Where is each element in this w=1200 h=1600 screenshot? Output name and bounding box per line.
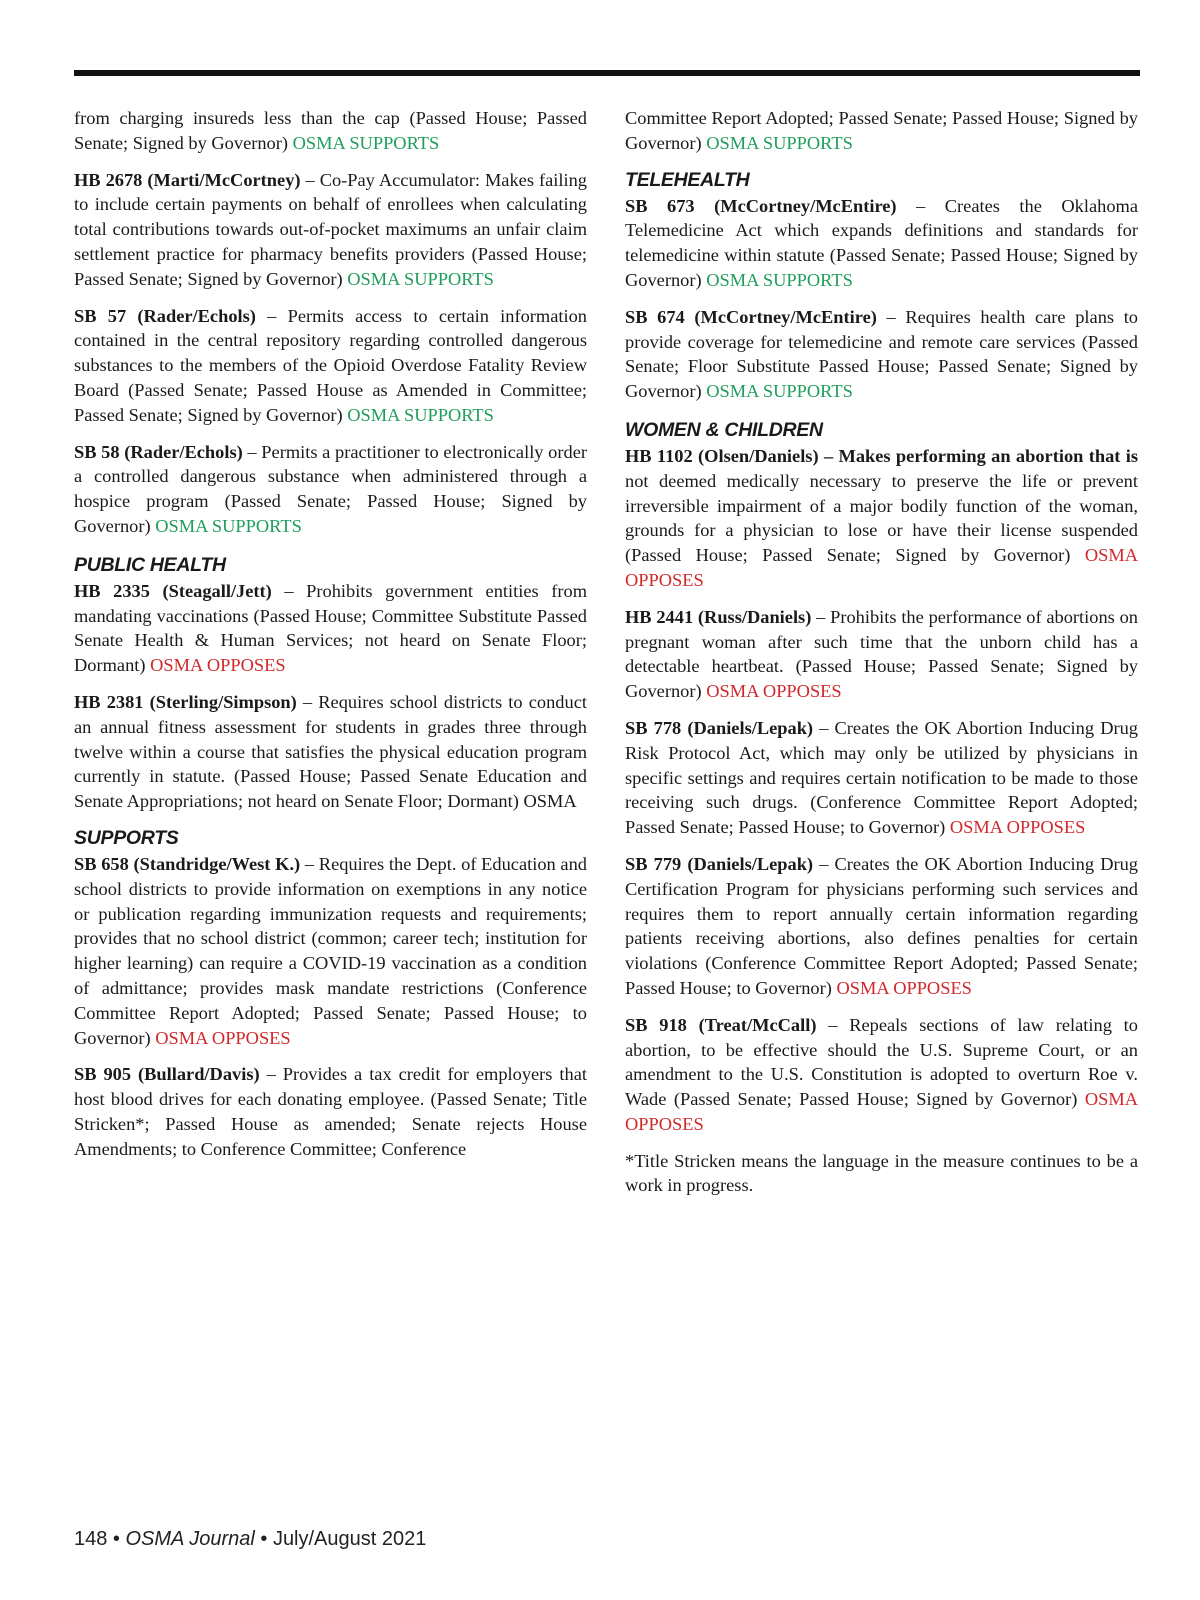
page-footer [74, 1528, 426, 1551]
bill-entry [625, 305, 1138, 404]
bill-description: – Permits a practitioner to electronically order a controlled dangerous substance when administered through a hospice program (Passed Senate; Passed House; Signed by Governor) [74, 441, 587, 536]
bill-description: – Provides a tax credit for employers that host blood drives for each donating employee. (Passed Senate; Title Stricken*; Passed House as amended; Senate rejects House Amendments; to Conference Committee; Conference [74, 1064, 587, 1159]
osma-opposes-label: OSMA OPPOSES [836, 977, 972, 998]
bill-entry [625, 194, 1138, 293]
section-heading: PUBLIC HEALTH [74, 553, 226, 576]
section-heading: TELEHEALTH [625, 168, 750, 191]
section-heading: SUPPORTS [74, 826, 179, 849]
bill-entry [74, 106, 587, 156]
journal-name: OSMA Journal [125, 1528, 255, 1550]
bill-description: Committee Report Adopted; Passed Senate; Passed House; Signed by Governor) [625, 108, 1138, 153]
osma-opposes-label: OSMA OPPOSES [706, 681, 842, 702]
bill-title: SB 57 (Rader/Echols) [74, 305, 256, 326]
bill-title: SB 673 (McCortney/McEntire) [625, 195, 897, 216]
bill-entry [74, 579, 587, 678]
bill-title: SB 778 (Daniels/Lepak) [625, 717, 814, 738]
osma-supports-label: OSMA SUPPORTS [706, 381, 853, 402]
bill-entry [625, 605, 1138, 704]
osma-supports-label: OSMA SUPPORTS [155, 515, 302, 536]
bill-description: – Permits access to certain information contained in the central repository regarding controlled dangerous substances to the members of the Opioid Overdose Fatality Review Board (Passed Senate; Passed House as Amended in Committee; Passed Senate; Signed by Governor) [74, 305, 587, 425]
osma-supports-label: OSMA SUPPORTS [706, 269, 853, 290]
bill-entry [74, 852, 587, 1050]
bill-description: not deemed medically necessary to preserve the life or prevent irreversible impairment of a major bodily function of the woman, grounds for a physician to lose or have their license suspended (Passed House; Passed Senate; Signed by Governor) [625, 470, 1138, 566]
bill-title: SB 58 (Rader/Echols) [74, 441, 243, 462]
osma-opposes-label: OSMA OPPOSES [625, 545, 1138, 590]
bill-description: – Requires school districts to conduct an annual fitness assessment for students in grades three through twelve within a course that satisfies the physical education program currently in statute. (Passed House; Passed Senate Education and Senate Appropriations; not heard on Senate Floor; Dormant) OSMA [74, 691, 587, 812]
footer-bullet: • [254, 1528, 273, 1550]
osma-supports-label: OSMA SUPPORTS [292, 132, 440, 153]
left-column [74, 106, 587, 1173]
bill-entry [625, 444, 1138, 593]
bill-title: SB 674 (McCortney/McEntire) [625, 306, 877, 327]
issue-date: July/August 2021 [272, 1528, 427, 1550]
bill-description: – Co-Pay Accumulator: Makes failing to include certain payments on behalf of enrollees when calculating total contributions towards out-of-pocket maximums an unfair claim settlement practice for pharmacy benefits providers (Passed House; Passed Senate; Signed by Governor) [74, 169, 587, 289]
bill-title: HB 1102 (Olsen/Daniels) – Makes performing an abortion that is [625, 445, 1138, 466]
bill-entry [74, 168, 587, 292]
bill-entry [74, 690, 587, 814]
bill-title: SB 779 (Daniels/Lepak) [625, 853, 814, 874]
osma-supports-label: OSMA SUPPORTS [706, 132, 853, 153]
bill-description: – Requires health care plans to provide coverage for telemedicine and remote care services (Passed Senate; Floor Substitute Passed House; Passed Senate; Signed by Governor) [625, 306, 1139, 402]
bill-entry [625, 852, 1138, 1001]
bill-entry [74, 304, 587, 428]
bill-description: – Repeals sections of law relating to abortion, to be effective should the U.S. Supreme Court, or an amendment to the U.S. Constitution is adopted to overturn Roe v. Wade (Passed Senate; Passed House; Signed by Governor) [625, 1014, 1138, 1110]
bill-description: – Creates the OK Abortion Inducing Drug Risk Protocol Act, which may only be utilized by physicians in specific settings and requires certain notification to be made to those receiving such drugs. (Conference Committee Report Adopted; Passed Senate; Passed House; to Governor) [625, 717, 1138, 838]
page-number: 148 [74, 1528, 108, 1550]
bill-title: HB 2381 (Sterling/Simpson) [74, 691, 297, 712]
bill-entry [74, 1062, 587, 1161]
bill-description: – Creates the OK Abortion Inducing Drug Certification Program for physicians performing such services and requires them to report annually certain information regarding patients receiving abortions, also defines penalties for certain violations (Conference Committee Report Adopted; Passed Senate; Passed House; to Governor) [625, 853, 1138, 998]
osma-opposes-label: OSMA OPPOSES [625, 1089, 1138, 1134]
bill-title: SB 918 (Treat/McCall) [625, 1014, 817, 1035]
bill-title: HB 2335 (Steagall/Jett) [74, 580, 272, 601]
bill-entry [625, 1149, 1138, 1199]
bill-title: HB 2441 (Russ/Daniels) [625, 606, 812, 627]
bill-description: – Creates the Oklahoma Telemedicine Act which expands definitions and standards for telemedicine within statute (Passed Senate; Passed House; Signed by Governor) [625, 195, 1138, 290]
bill-description: – Prohibits government entities from mandating vaccinations (Passed House; Committee Substitute Passed Senate Health & Human Services; not heard on Senate Floor; Dormant) [74, 580, 587, 676]
bill-title: HB 2678 (Marti/McCortney) [74, 169, 301, 190]
osma-supports-label: OSMA SUPPORTS [347, 404, 494, 425]
bill-entry [74, 440, 587, 539]
bill-description: – Prohibits the performance of abortions on pregnant woman after such time that the unborn child has a detectable heartbeat. (Passed House; Passed Senate; Signed by Governor) [625, 606, 1138, 702]
footer-bullet: • [107, 1528, 126, 1550]
osma-opposes-label: OSMA OPPOSES [155, 1027, 291, 1048]
osma-supports-label: OSMA SUPPORTS [347, 268, 494, 289]
bill-entry [625, 716, 1138, 840]
bill-entry [625, 1013, 1138, 1137]
right-column [625, 106, 1138, 1210]
header-rule [74, 70, 1140, 76]
bill-description: *Title Stricken means the language in the measure continues to be a work in progress. [625, 1150, 1138, 1196]
osma-opposes-label: OSMA OPPOSES [949, 817, 1086, 838]
bill-description: – Requires the Dept. of Education and school districts to provide information on exemptions in any notice or publication regarding immunization requests and requirements; provides that no school district (common; career tech; institution for higher learning) can require a COVID-19 vaccination as a condition of admittance; provides mask mandate restrictions (Conference Committee Report Adopted; Passed Senate; Passed House; to Governor) [74, 853, 587, 1048]
bill-description: from charging insureds less than the cap (Passed House; Passed Senate; Signed by Governor) [74, 108, 587, 153]
bill-title: SB 905 (Bullard/Davis) [74, 1064, 260, 1085]
bill-title: SB 658 (Standridge/West K.) [74, 853, 301, 874]
section-heading: WOMEN & CHILDREN [625, 418, 823, 441]
bill-entry [625, 106, 1138, 156]
osma-opposes-label: OSMA OPPOSES [150, 655, 286, 676]
